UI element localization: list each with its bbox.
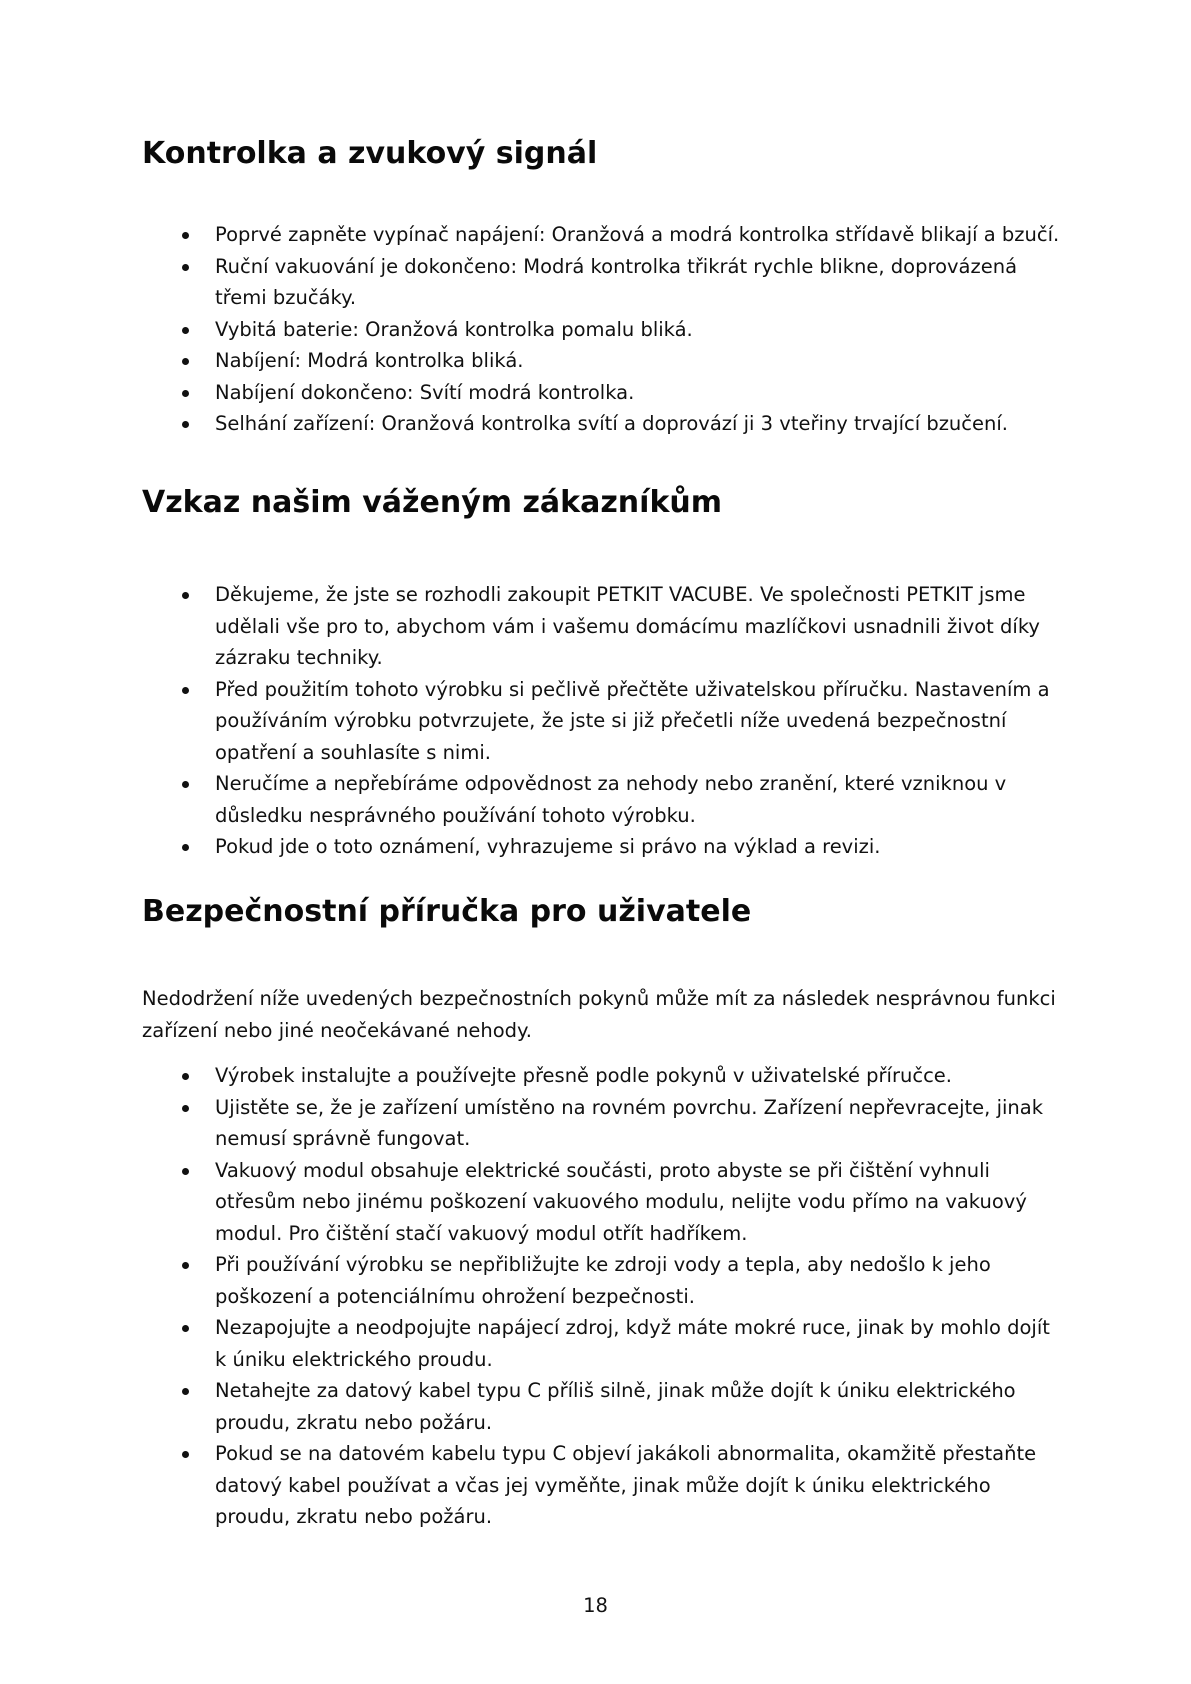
bullet-icon	[182, 1325, 189, 1332]
list-item-text: Netahejte za datový kabel typu C příliš silně, jinak může dojít k úniku elektrického proudu, zkratu nebo požáru.	[215, 1379, 1016, 1434]
bullet-icon	[182, 327, 189, 334]
bullet-icon	[182, 687, 189, 694]
page-number: 18	[583, 1594, 608, 1617]
safety-intro-paragraph: Nedodržení níže uvedených bezpečnostních pokynů může mít za následek nesprávnou funkci zařízení nebo jiné neočekávané nehody.	[142, 987, 1056, 1042]
bullet-icon	[182, 264, 189, 271]
list-item-text: Ujistěte se, že je zařízení umístěno na rovném povrchu. Zařízení nepřevracejte, jinak nemusí správně fungovat.	[215, 1095, 1044, 1150]
bullet-icon	[182, 1451, 189, 1458]
list-item-text: Nabíjení: Modrá kontrolka bliká.	[215, 349, 524, 372]
list-item	[142, 251, 1062, 314]
bullet-icon	[182, 1388, 189, 1395]
indicator-list	[142, 219, 1062, 440]
list-item-text: Nezapojujte a neodpojujte napájecí zdroj, když máte mokré ruce, jinak by mohlo dojít k úniku elektrického proudu.	[215, 1316, 1050, 1371]
bullet-icon	[182, 1105, 189, 1112]
section-heading-customer-message: Vzkaz našim váženým zákazníkům	[142, 485, 723, 520]
list-item	[142, 345, 1062, 377]
list-item	[142, 219, 1062, 251]
list-item	[142, 674, 1062, 769]
section-heading-indicator-and-sound: Kontrolka a zvukový signál	[142, 136, 598, 171]
list-item-text: Výrobek instalujte a používejte přesně podle pokynů v uživatelské příručce.	[215, 1064, 952, 1087]
bullet-icon	[182, 592, 189, 599]
list-item-text: Před použitím tohoto výrobku si pečlivě přečtěte uživatelskou příručku. Nastavením a používáním výrobku potvrzujete, že jste si již přečetli níže uvedená bezpečnostní opatření a souhlasíte s nimi.	[215, 677, 1050, 764]
list-item-text: Pokud se na datovém kabelu typu C objeví jakákoli abnormalita, okamžitě přestaňte datový kabel používat a včas jej vyměňte, jinak může dojít k úniku elektrického proudu, zkratu nebo požáru.	[215, 1442, 1037, 1528]
bullet-icon	[182, 781, 189, 788]
safety-list	[142, 1060, 1062, 1533]
list-item	[142, 1155, 1062, 1250]
list-item-text: Děkujeme, že jste se rozhodli zakoupit PETKIT VACUBE. Ve společnosti PETKIT jsme udělali vše pro to, abychom vám i vašemu domácímu mazlíčkovi usnadnili život díky zázraku techniky.	[215, 583, 1040, 669]
list-item	[142, 1249, 1062, 1312]
list-item	[142, 1375, 1062, 1438]
list-item-text: Neručíme a nepřebíráme odpovědnost za nehody nebo zranění, které vzniknou v důsledku nesprávného používání tohoto výrobku.	[215, 772, 1007, 827]
customer-message-list	[142, 579, 1062, 863]
list-item-text: Selhání zařízení: Oranžová kontrolka svítí a doprovází ji 3 vteřiny trvající bzučení.	[215, 412, 1008, 435]
list-item	[142, 408, 1062, 440]
bullet-icon	[182, 1262, 189, 1269]
list-item-text: Pokud jde o toto oznámení, vyhrazujeme si právo na výklad a revizi.	[215, 835, 881, 858]
bullet-icon	[182, 1168, 189, 1175]
list-item	[142, 1060, 1062, 1092]
list-item-text: Nabíjení dokončeno: Svítí modrá kontrolka.	[215, 380, 635, 404]
list-item-text: Ruční vakuování je dokončeno: Modrá kontrolka třikrát rychle blikne, doprovázená třemi bzučáky.	[215, 254, 1018, 309]
list-item-text: Při používání výrobku se nepřibližujte ke zdroji vody a tepla, aby nedošlo k jeho poškození a potenciálnímu ohrožení bezpečnosti.	[215, 1253, 991, 1308]
list-item	[142, 1312, 1062, 1375]
bullet-icon	[182, 358, 189, 365]
list-item	[142, 1092, 1062, 1155]
list-item-text: Poprvé zapněte vypínač napájení: Oranžová a modrá kontrolka střídavě blikají a bzučí.	[215, 223, 1060, 246]
bullet-icon	[182, 844, 189, 851]
list-item	[142, 377, 1062, 409]
bullet-icon	[182, 232, 189, 239]
list-item	[142, 314, 1062, 346]
section-heading-safety-guide: Bezpečnostní příručka pro uživatele	[142, 894, 752, 929]
list-item-text: Vybitá baterie: Oranžová kontrolka pomalu bliká.	[215, 317, 693, 341]
list-item	[142, 768, 1062, 831]
list-item	[142, 579, 1062, 674]
bullet-icon	[182, 1073, 189, 1080]
list-item	[142, 831, 1062, 863]
bullet-icon	[182, 421, 189, 428]
list-item	[142, 1438, 1062, 1533]
bullet-icon	[182, 390, 189, 397]
list-item-text: Vakuový modul obsahuje elektrické součásti, proto abyste se při čištění vyhnuli otřesům nebo jinému poškození vakuového modulu, nelijte vodu přímo na vakuový modul. Pro čištění stačí vakuový modul otřít hadříkem.	[215, 1158, 1027, 1245]
